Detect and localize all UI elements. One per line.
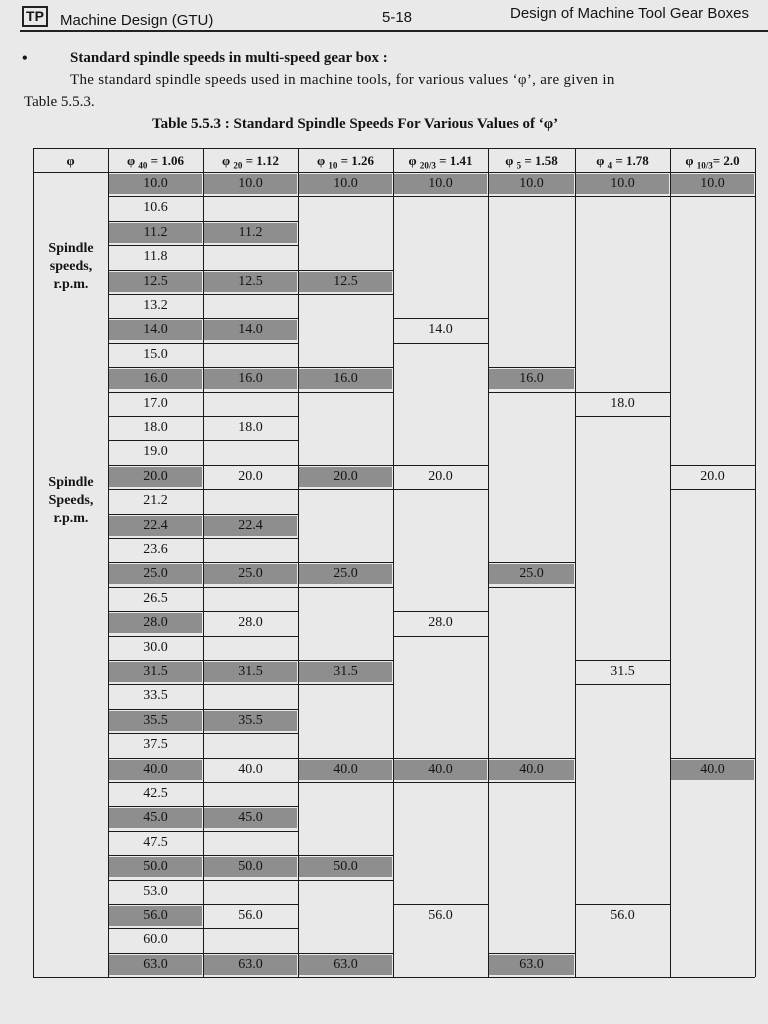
table-hline xyxy=(203,636,298,637)
row-label-line: Speeds, xyxy=(48,493,94,508)
table-hline xyxy=(298,782,393,783)
table-cell: 11.8 xyxy=(143,249,168,265)
table-bottom-border xyxy=(33,977,755,978)
table-cell: 16.0 xyxy=(519,371,544,387)
table-cell: 23.6 xyxy=(143,542,168,557)
table-cell: 10.0 xyxy=(428,176,453,191)
table-hline xyxy=(488,587,575,588)
table-cell: 40.0 xyxy=(519,761,544,777)
table-hline xyxy=(488,392,575,393)
table-cell: 22.4 xyxy=(143,517,168,533)
table-cell: 30.0 xyxy=(143,639,168,655)
table-hline xyxy=(203,782,298,783)
table-hline xyxy=(298,294,393,295)
table-hline xyxy=(203,733,298,734)
table-cell: 14.0 xyxy=(143,322,168,338)
table-cell: 40.0 xyxy=(700,761,725,777)
table-cell: 40.0 xyxy=(143,761,168,777)
table-cell: 16.0 xyxy=(143,371,168,387)
table-hline xyxy=(203,489,298,490)
table-cell: 50.0 xyxy=(143,859,168,875)
table-cell: 14.0 xyxy=(238,322,263,338)
table-hline xyxy=(670,489,755,490)
column-header: φ $_{40}$ = 1.06 xyxy=(126,153,185,171)
table-cell: 31.5 xyxy=(143,664,168,679)
paragraph-line-2: Table 5.5.3. xyxy=(24,94,95,110)
row-label-line: r.p.m. xyxy=(53,511,89,526)
table-cell: 11.2 xyxy=(238,224,263,240)
table-hline xyxy=(488,782,575,783)
table-hline xyxy=(203,343,298,344)
table-cell: 18.0 xyxy=(143,420,168,435)
table-cell: 56.0 xyxy=(238,908,263,923)
table-cell: 16.0 xyxy=(238,371,263,387)
table-cell: 16.0 xyxy=(333,371,358,387)
table-cell: 31.5 xyxy=(333,664,358,679)
table-cell: 56.0 xyxy=(143,908,168,923)
book-title: Machine Design (GTU) xyxy=(60,12,214,29)
column-header: φ $_{10}$ = 1.26 xyxy=(316,153,375,171)
table-hline xyxy=(670,196,755,197)
table-hline xyxy=(488,196,575,197)
table-cell: 35.5 xyxy=(238,712,263,728)
table-vline xyxy=(33,148,34,977)
table-hline xyxy=(203,880,298,881)
chapter-title: Design of Machine Tool Gear Boxes xyxy=(510,5,750,22)
table-cell: 12.5 xyxy=(333,273,358,289)
table-hline xyxy=(203,538,298,539)
table-cell: 10.0 xyxy=(333,176,358,191)
table-cell: 28.0 xyxy=(238,615,263,631)
table-vline xyxy=(393,148,394,977)
table-cell: 12.5 xyxy=(238,273,263,289)
table-hline xyxy=(203,392,298,393)
phi-header: φ xyxy=(66,153,75,168)
table-hline xyxy=(575,196,670,197)
table-hline xyxy=(393,196,488,197)
table-hline xyxy=(575,684,670,685)
table-cell: 45.0 xyxy=(238,810,263,826)
table-cell: 18.0 xyxy=(238,420,263,435)
table-cell: 10.0 xyxy=(143,176,168,191)
column-header: φ $_{20}$ = 1.12 xyxy=(221,153,280,171)
table-vline xyxy=(670,148,671,977)
table-cell: 20.0 xyxy=(700,468,725,484)
table-hline xyxy=(298,392,393,393)
table-cell: 47.5 xyxy=(143,834,168,850)
table-hline xyxy=(298,489,393,490)
table-cell: 14.0 xyxy=(428,322,453,338)
table-cell: 50.0 xyxy=(333,859,358,875)
table-cell: 21.2 xyxy=(143,493,168,509)
table-hline xyxy=(393,636,488,637)
table-cell: 37.5 xyxy=(143,737,168,753)
table-cell: 10.0 xyxy=(519,176,544,191)
table-cell: 31.5 xyxy=(610,664,635,679)
table-hline xyxy=(298,587,393,588)
page-number: 5-18 xyxy=(382,9,413,26)
table-cell: 40.0 xyxy=(428,761,453,777)
table-cell: 19.0 xyxy=(143,444,168,460)
row-label-spindle-speeds xyxy=(36,240,106,294)
table-cell: 17.0 xyxy=(143,395,168,411)
column-header: φ $_5$ = 1.58 xyxy=(505,153,558,171)
table-hline xyxy=(393,782,488,783)
table-hline xyxy=(203,684,298,685)
table-cell: 63.0 xyxy=(238,956,263,972)
table-cell: 10.0 xyxy=(610,176,635,191)
table-hline xyxy=(203,440,298,441)
table-cell: 33.5 xyxy=(143,688,168,704)
table-hline xyxy=(203,928,298,929)
table-cell: 28.0 xyxy=(428,615,453,631)
table-cell: 25.0 xyxy=(143,566,168,582)
table-cell: 63.0 xyxy=(143,956,168,972)
row-label-line: Spindle xyxy=(48,241,94,256)
column-header: φ $_4$ = 1.78 xyxy=(596,153,649,171)
table-cell: 20.0 xyxy=(428,468,453,484)
table-hline xyxy=(393,489,488,490)
table-cell: 20.0 xyxy=(143,468,168,484)
row-label-spindle-speeds-2 xyxy=(36,474,106,528)
bullet-icon: • xyxy=(22,50,28,67)
table-cell: 60.0 xyxy=(143,932,168,948)
table-cell: 56.0 xyxy=(610,908,635,923)
row-label-line: speeds, xyxy=(49,259,93,274)
table-cell: 13.2 xyxy=(143,298,168,313)
table-cell: 11.2 xyxy=(143,224,168,240)
publisher-logo: TP xyxy=(22,6,48,27)
table-hline xyxy=(203,587,298,588)
table-cell: 25.0 xyxy=(519,566,544,582)
table-hline xyxy=(298,196,393,197)
column-header: φ $_{10/3}$= 2.0 xyxy=(685,153,740,171)
table-hline xyxy=(393,343,488,344)
table-cell: 10.0 xyxy=(238,176,263,191)
table-cell: 20.0 xyxy=(238,468,263,484)
section-title: Standard spindle speeds in multi-speed gear box : xyxy=(70,50,388,66)
table-cell: 40.0 xyxy=(238,761,263,777)
table-cell: 25.0 xyxy=(333,566,358,582)
table-cell: 42.5 xyxy=(143,786,168,801)
table-cell: 56.0 xyxy=(428,908,453,923)
column-header: φ $_{20/3}$ = 1.41 xyxy=(408,153,473,171)
table-hline xyxy=(298,684,393,685)
table-hline xyxy=(203,294,298,295)
table-cell: 31.5 xyxy=(238,664,263,679)
table-cell: 45.0 xyxy=(143,810,168,826)
table-hline xyxy=(298,880,393,881)
table-hline xyxy=(203,831,298,832)
table-cell: 12.5 xyxy=(143,273,168,289)
table-cell: 63.0 xyxy=(333,956,358,972)
table-cell: 35.5 xyxy=(143,712,168,728)
table-cell: 10.0 xyxy=(700,176,725,191)
table-cell: 22.4 xyxy=(238,517,263,533)
table-cell: 18.0 xyxy=(610,395,635,411)
row-label-line: r.p.m. xyxy=(53,277,89,292)
table-cell: 40.0 xyxy=(333,761,358,777)
table-cell: 25.0 xyxy=(238,566,263,582)
table-cell: 50.0 xyxy=(238,859,263,875)
table-vline xyxy=(575,148,576,977)
paragraph-line-1: The standard spindle speeds used in machine tools, for various values ‘φ’, are given in xyxy=(70,72,615,88)
table-title: Table 5.5.3 : Standard Spindle Speeds For Various Values of ‘φ’ xyxy=(152,116,559,132)
table-vline xyxy=(755,148,756,977)
table-cell: 53.0 xyxy=(143,883,168,899)
table-hline xyxy=(203,245,298,246)
table-hline xyxy=(575,416,670,417)
table-hline xyxy=(203,196,298,197)
table-cell: 15.0 xyxy=(143,346,168,362)
table-cell: 28.0 xyxy=(143,615,168,631)
table-cell: 63.0 xyxy=(519,956,544,972)
row-label-line: Spindle xyxy=(48,475,94,490)
table-cell: 26.5 xyxy=(143,590,168,606)
table-cell: 10.6 xyxy=(143,200,168,216)
table-cell: 20.0 xyxy=(333,468,358,484)
table-top-border xyxy=(33,148,755,149)
